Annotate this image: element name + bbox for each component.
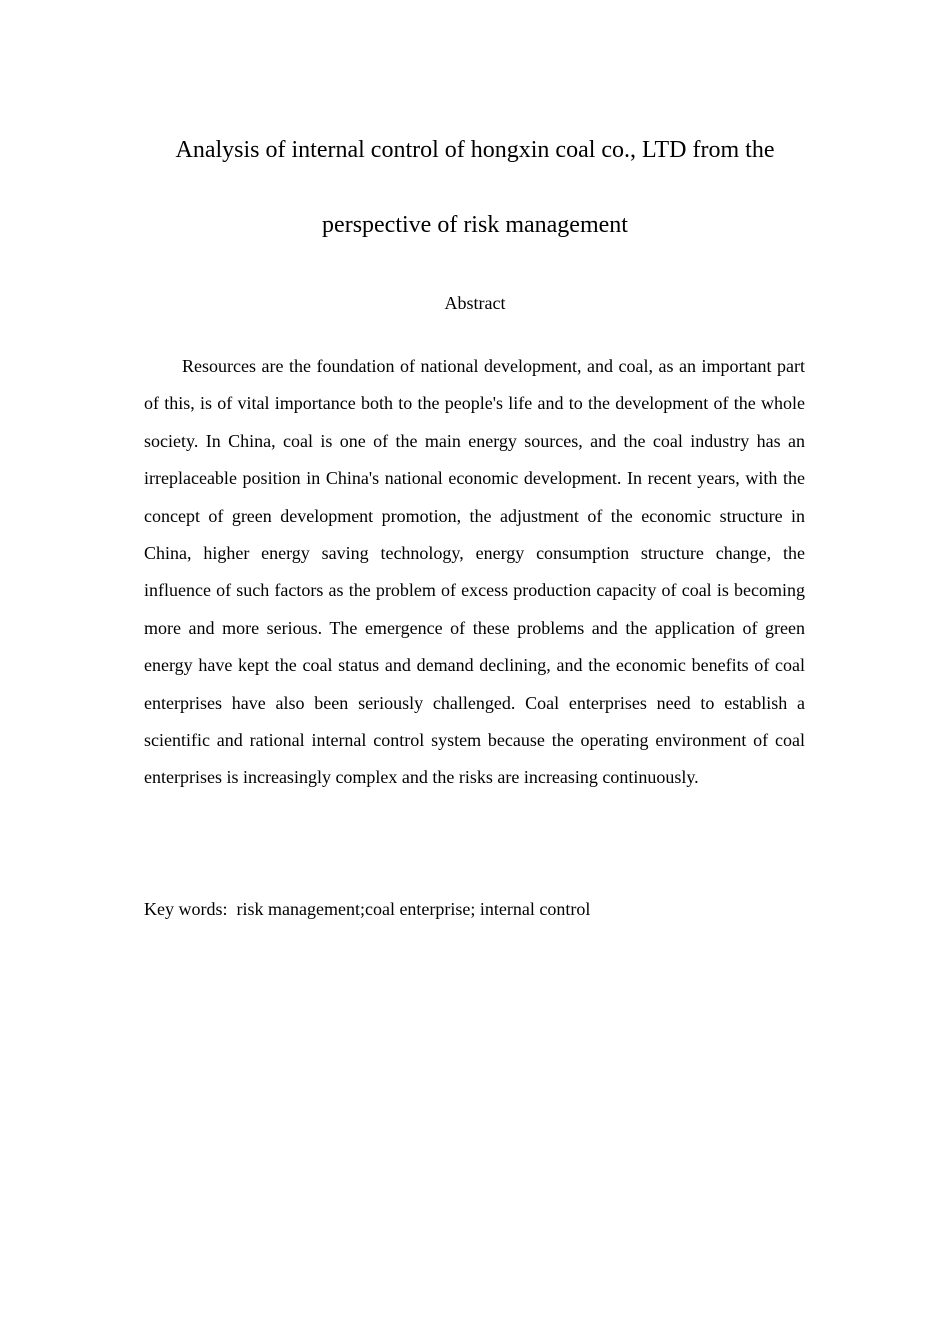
keywords-value: risk management;coal enterprise; internal control [236,899,591,919]
keywords-line [144,897,805,921]
keywords-label: Key words: [144,899,228,919]
title-line-1: Analysis of internal control of hongxin coal co., LTD from the [175,137,775,163]
abstract-heading: Abstract [444,293,506,313]
title-line-2: perspective of risk management [322,212,628,238]
abstract-paragraph: Resources are the foundation of national development, and coal, as an important part of this, is of vital importance both to the people's life and to the development of the whole society. In China, coal is one of the main energy sources, and the coal industry has an irreplaceable position in China's national economic development. In recent years, with the concept of green development promotion, the adjustment of the economic structure in China, higher energy saving technology, energy consumption structure change, the influence of such factors as the problem of excess production capacity of coal is becoming more and more serious. The emergence of these problems and the application of green energy have kept the coal status and demand declining, and the economic benefits of coal enterprises have also been seriously challenged. Coal enterprises need to establish a scientific and rational internal control system because the operating environment of coal enterprises is increasingly complex and the risks are increasing continuously. [144,356,805,788]
